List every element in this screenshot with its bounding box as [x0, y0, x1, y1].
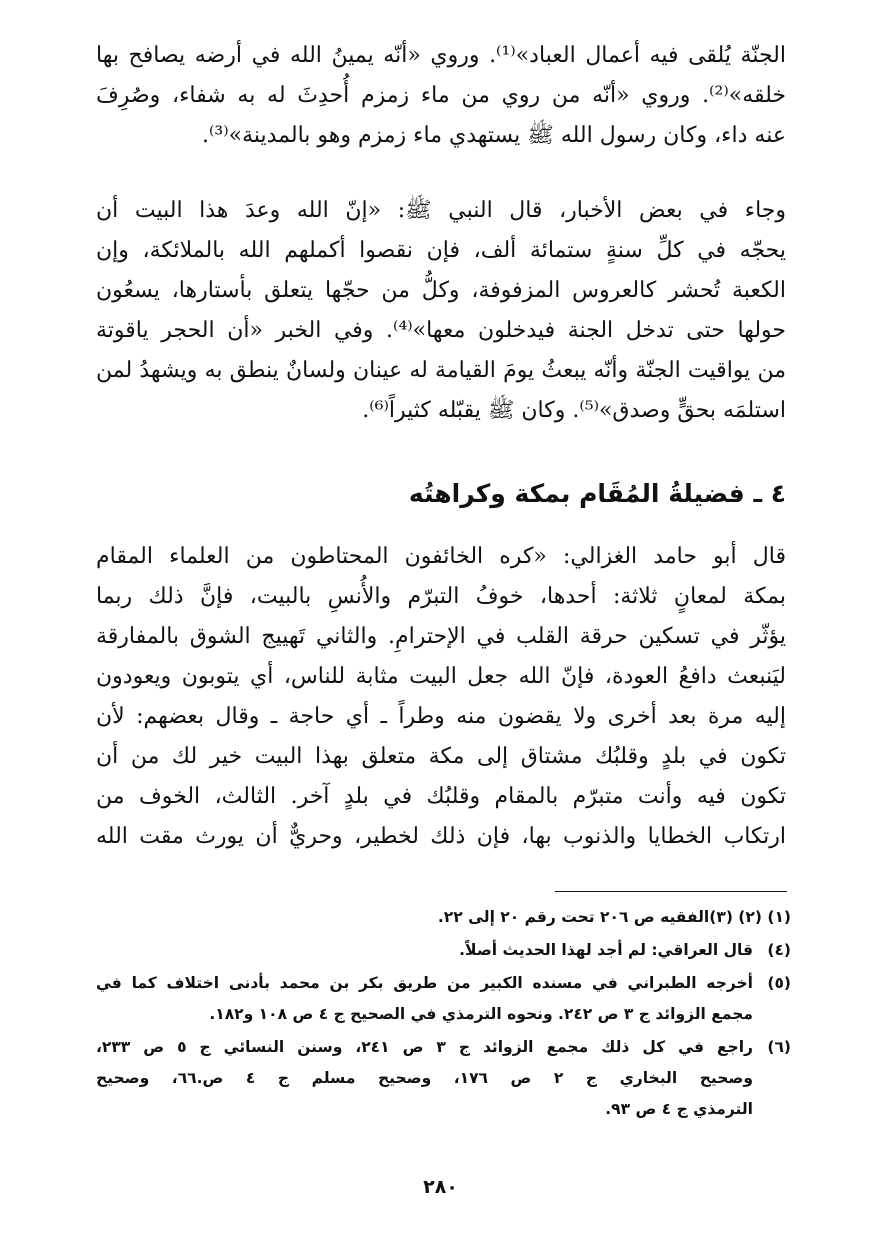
- text-line: ارتكاب الخطايا والذنوب بها، فإن ذلك لخطير، وحريٌّ أن يورث مقت الله: [96, 824, 786, 849]
- footnotes-list: [96, 902, 791, 1127]
- paragraph-hajar-virtues: [96, 36, 786, 156]
- text-line: الجنّة يُلقى فيه أعمال العباد»⁽¹⁾. وروي «أنّه يمينُ الله في أرضه يصافح بها: [96, 43, 786, 68]
- text-line: حولها حتى تدخل الجنة فيدخلون معها»⁽⁴⁾. وفي الخبر «أن الحجر ياقوتة: [96, 318, 786, 343]
- text-line: من يواقيت الجنّة وأنّه يبعثُ يومَ القيامة له عينان ولسانٌ ينطق به ويشهدُ لمن: [96, 358, 786, 383]
- paragraph-ghazali-quote: [96, 537, 786, 857]
- footnote-number: (٦): [767, 1038, 791, 1056]
- text-line: يؤثّر في تسكين حرقة القلب في الإحترامِ. والثاني تَهييج الشوق بالمفارقة: [96, 624, 786, 649]
- footnote-line: الترمذي ج ٤ ص ٩٣.: [605, 1100, 753, 1118]
- footnote-text: [96, 935, 753, 966]
- footnote-number: (١) (٢) (٣): [709, 908, 791, 926]
- footnote-item: [96, 1032, 791, 1125]
- footnote-line: أخرجه الطبراني في مسنده الكبير من طريق بكر بن محمد بأدنى اختلاف كما في: [96, 974, 753, 992]
- footnote-divider: [555, 891, 787, 892]
- text-line: إليه مرة بعد أخرى ولا يقضون منه وطراً ـ أي حاجة ـ وقال بعضهم: لأن: [96, 704, 786, 729]
- page-number: ٢٨٠: [423, 1176, 458, 1198]
- text-line: وجاء في بعض الأخبار، قال النبي ﷺ: «إنّ الله وعدَ هذا البيت أن: [96, 198, 786, 223]
- footnote-number: (٤): [767, 941, 791, 959]
- text-line: عنه داء، وكان رسول الله ﷺ يستهدي ماء زمزم وهو بالمدينة»⁽³⁾.: [201, 123, 786, 148]
- footnote-text: [96, 968, 753, 1030]
- text-line: قال أبو حامد الغزالي: «كره الخائفون المحتاطون من العلماء المقام: [96, 544, 786, 569]
- text-line: خلقه»⁽²⁾. وروي «أنّه من روي من ماء زمزم أُحدِثَ له به شفاء، وصُرِفَ: [96, 83, 786, 108]
- section-heading: ٤ ـ فضيلةُ المُقَام بمكة وكراهتُه: [408, 479, 786, 508]
- footnote-number: (٥): [767, 974, 791, 992]
- footnote-item: [96, 902, 791, 933]
- footnote-text: [96, 902, 709, 933]
- footnote-line: الفقيه ص ٢٠٦ تحت رقم ٢٠ إلى ٢٢.: [437, 908, 710, 926]
- text-line: استلمَه بحقٍّ وصدق»⁽⁵⁾. وكان ﷺ يقبّله كثيراً⁽⁶⁾.: [362, 398, 786, 423]
- text-line: الكعبة تُحشر كالعروس المزفوفة، وكلُّ من حجّها يتعلق بأستارها، يسعُون: [96, 278, 786, 303]
- footnote-line: قال العراقي: لم أجد لهذا الحديث أصلاً.: [459, 941, 753, 959]
- footnote-line: وصحيح البخاري ج ٢ ص ١٧٦، وصحيح مسلم ج ٤ ص.٦٦، وصحيح: [96, 1069, 753, 1087]
- footnote-line: راجع في كل ذلك مجمع الزوائد ج ٣ ص ٢٤١، وسنن النسائي ج ٥ ص ٢٣٣،: [96, 1038, 753, 1056]
- text-line: تكون فيه وأنت متبرّم بالمقام وقلبُك في بلدٍ آخر. الثالث، الخوف من: [96, 784, 786, 809]
- footnote-text: [96, 1032, 753, 1125]
- text-line: بمكة لمعانٍ ثلاثة: أحدها، خوفُ التبرّم والأُنسِ بالبيت، فإنَّ ذلك ربما: [96, 584, 786, 609]
- paragraph-kaaba-reports: [96, 191, 786, 431]
- footnote-item: [96, 968, 791, 1030]
- text-line: ليَنبعث دافعُ العودة، فإنّ الله جعل البيت مثابة للناس، أي يتوبون ويعودون: [96, 664, 786, 689]
- text-line: يحجّه في كلِّ سنةٍ ستمائة ألف، فإن نقصوا أكملهم الله بالملائكة، وإن: [96, 238, 786, 263]
- footnote-line: مجمع الزوائد ج ٣ ص ٢٤٢. ونحوه الترمذي في الصحيح ج ٤ ص ١٠٨ و١٨٢.: [209, 1005, 753, 1023]
- footnote-item: [96, 935, 791, 966]
- text-line: تكون في بلدٍ وقلبُك مشتاق إلى مكة متعلق بهذا البيت خير لك من أن: [96, 744, 786, 769]
